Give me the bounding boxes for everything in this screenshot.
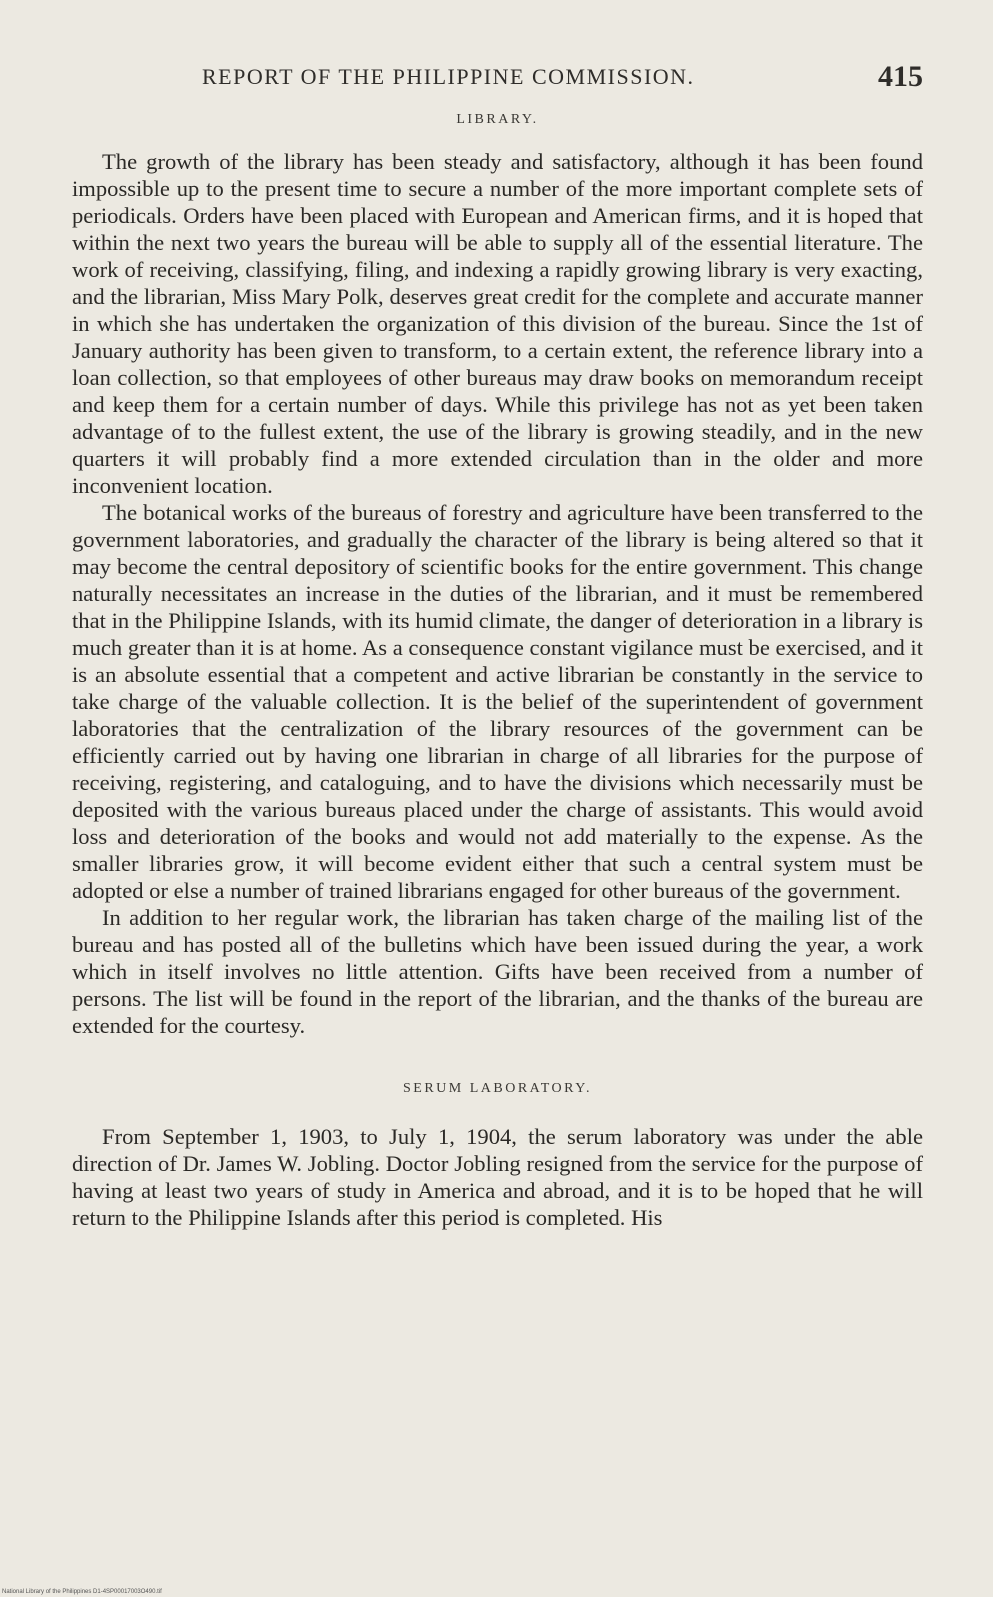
section-heading-serum-laboratory: SERUM LABORATORY. [402,1081,593,1096]
serum-laboratory-section [72,1081,923,1231]
running-head [72,60,923,96]
scan-source-note: National Library of the Philippines D1-4SP00017003O490.tif [2,1589,162,1595]
paragraph: In addition to her regular work, the librarian has taken charge of the mailing list of the bureau and has posted all of the bulletins which have been issued during the year, a work which in itself involves no little attention. Gifts have been received from a number of persons. The list will be found in the report of the librarian, and the thanks of the bureau are extended for the courtesy. [72,905,923,1038]
library-section [72,112,923,1039]
paragraph: The growth of the library has been steady and satisfactory, although it has been found impossible up to the present time to secure a number of the more important complete sets of periodicals. Orders have been placed with European and American firms, and it is hoped that within the next two years the bureau will be able to supply all of the essential literature. The work of receiving, classifying, filing, and indexing a rapidly growing library is very exacting, and the librarian, Miss Mary Polk, deserves great credit for the complete and accurate manner in which she has undertaken the organization of this division of the bureau. Since the 1st of January authority has been given to transform, to a certain extent, the reference library into a loan collection, so that employees of other bureaus may draw books on memorandum receipt and keep them for a certain number of days. While this privilege has not as yet been taken advantage of to the fullest extent, the use of the library is growing steadily, and in the new quarters it will probably find a more extended circulation than in the older and more inconvenient location. [72,149,923,498]
paragraph: The botanical works of the bureaus of forestry and agriculture have been transferred to the government laboratories, and gradually the character of the library is being altered so that it may become the central depository of scientific books for the entire government. This change naturally necessitates an increase in the duties of the librarian, and it must be remembered that in the Philippine Islands, with its humid climate, the danger of deterioration in a library is much greater than it is at home. As a consequence constant vigilance must be exercised, and it is an absolute essential that a competent and active librarian be constantly in the service to take charge of the valuable collection. It is the belief of the superintendent of government laboratories that the centralization of the library resources of the government can be efficiently carried out by having one librarian in charge of all libraries for the purpose of receiving, registering, and cataloguing, and to have the divisions which necessarily must be deposited with the various bureaus placed under the charge of assistants. This would avoid loss and deterioration of the books and would not add materially to the expense. As the smaller libraries grow, it will become evident either that such a central system must be adopted or else a number of trained librarians engaged for other bureaus of the government. [72,500,923,903]
section-heading-library: LIBRARY. [456,112,539,127]
page-number: 415 [878,60,923,93]
running-title: REPORT OF THE PHILIPPINE COMMISSION. [202,64,695,89]
paragraph: From September 1, 1903, to July 1, 1904, the serum laboratory was under the able direction of Dr. James W. Jobling. Doctor Jobling resigned from the service for the purpose of having at least two years of study in America and abroad, and it is to be hoped that he will return to the Philippine Islands after this period is completed. His [72,1124,923,1230]
